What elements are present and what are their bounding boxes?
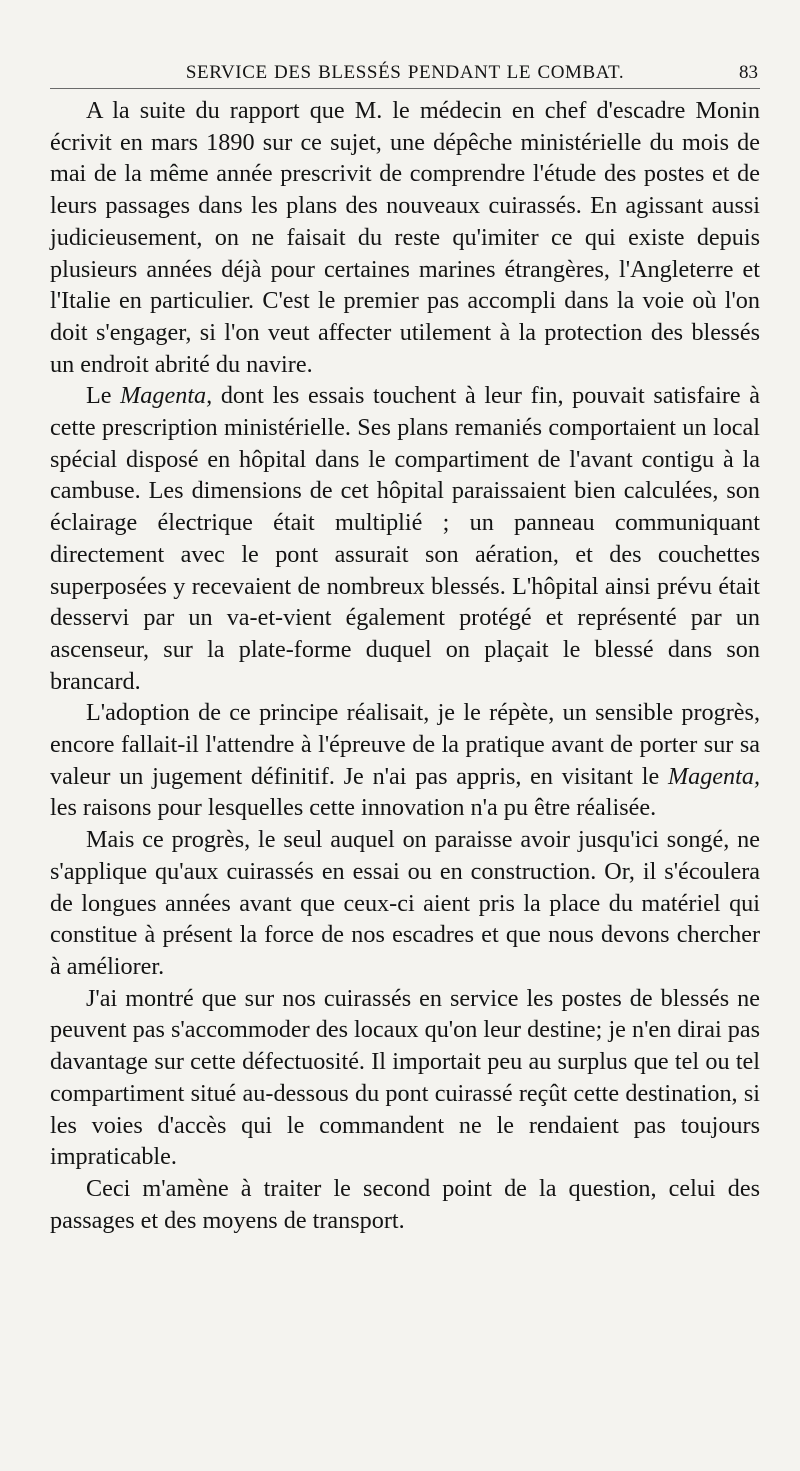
paragraph-3-start: L'adoption de ce principe réalisait, je le répète, un sensible progrès, encore fallait-il l'attendre à l'épreuve de la pratique avant de porter sur sa valeur un jugement définitif. Je n'ai pas appris, en visitant le xyxy=(50,699,760,790)
ship-name-italic: Magenta, xyxy=(667,762,760,790)
ship-name-italic: Magenta, xyxy=(120,382,213,410)
body-text xyxy=(50,95,760,1236)
paragraph-4: Mais ce progrès, le seul auquel on paraisse avoir jusqu'ici songé, ne s'applique qu'aux cuirassés en essai ou en construction. Or, il s'écoulera de longues années avant que ceux-ci aient pris la place du matériel qui constitue à présent la force de nos escadres et que nous devons chercher à améliorer. xyxy=(50,826,760,980)
running-title: SERVICE DES BLESSÉS PENDANT LE COMBAT. xyxy=(185,62,625,83)
paragraph-5: J'ai montré que sur nos cuirassés en service les postes de blessés ne peuvent pas s'accommoder des locaux qu'on leur destine; je n'en dirai pas davantage sur cette défectuosité. Il importait peu au surplus que tel ou tel compartiment situé au-dessous du pont cuirassé reçût cette destination, si les voies d'accès qui le commandent ne le rendaient pas toujours impraticable. xyxy=(50,984,760,1171)
paragraph-6: Ceci m'amène à traiter le second point de la question, celui des passages et des moyens de transport. xyxy=(50,1174,760,1234)
paragraph-3 xyxy=(50,697,760,824)
paragraph-2 xyxy=(50,380,760,697)
page-number: 83 xyxy=(739,62,758,83)
paragraph-3-rest: les raisons pour lesquelles cette innovation n'a pu être réalisée. xyxy=(50,794,657,822)
paragraph-2-start: Le xyxy=(86,382,121,410)
running-head xyxy=(50,58,760,89)
paragraph-2-rest: dont les essais touchent à leur fin, pouvait satisfaire à cette prescription ministérielle. Ses plans remaniés comportaient un local spécial disposé en hôpital dans le compartiment de l'avant contigu à la cambuse. Les dimensions de cet hôpital paraissaient bien calculées, son éclairage électrique était multiplié ; un panneau communiquant directement avec le pont assurait son aération, et des couchettes superposées y recevaient de nombreux blessés. L'hôpital ainsi prévu était desservi par un va-et-vient également protégé et représenté par un ascenseur, sur la plate-forme duquel on plaçait le blessé dans son brancard. xyxy=(50,382,760,695)
paragraph-1: A la suite du rapport que M. le médecin en chef d'escadre Monin écrivit en mars 1890 sur ce sujet, une dépêche ministérielle du mois de mai de la même année prescrivit de comprendre l'étude des postes et de leurs passages dans les plans des nouveaux cuirassés. En agissant aussi judicieusement, on ne faisait du reste qu'imiter ce qui existe depuis plusieurs années déjà pour certaines marines étrangères, l'Angleterre et l'Italie en particulier. C'est le premier pas accompli dans la voie où l'on doit s'engager, si l'on veut affecter utilement à la protection des blessés un endroit abrité du navire. xyxy=(50,97,760,378)
